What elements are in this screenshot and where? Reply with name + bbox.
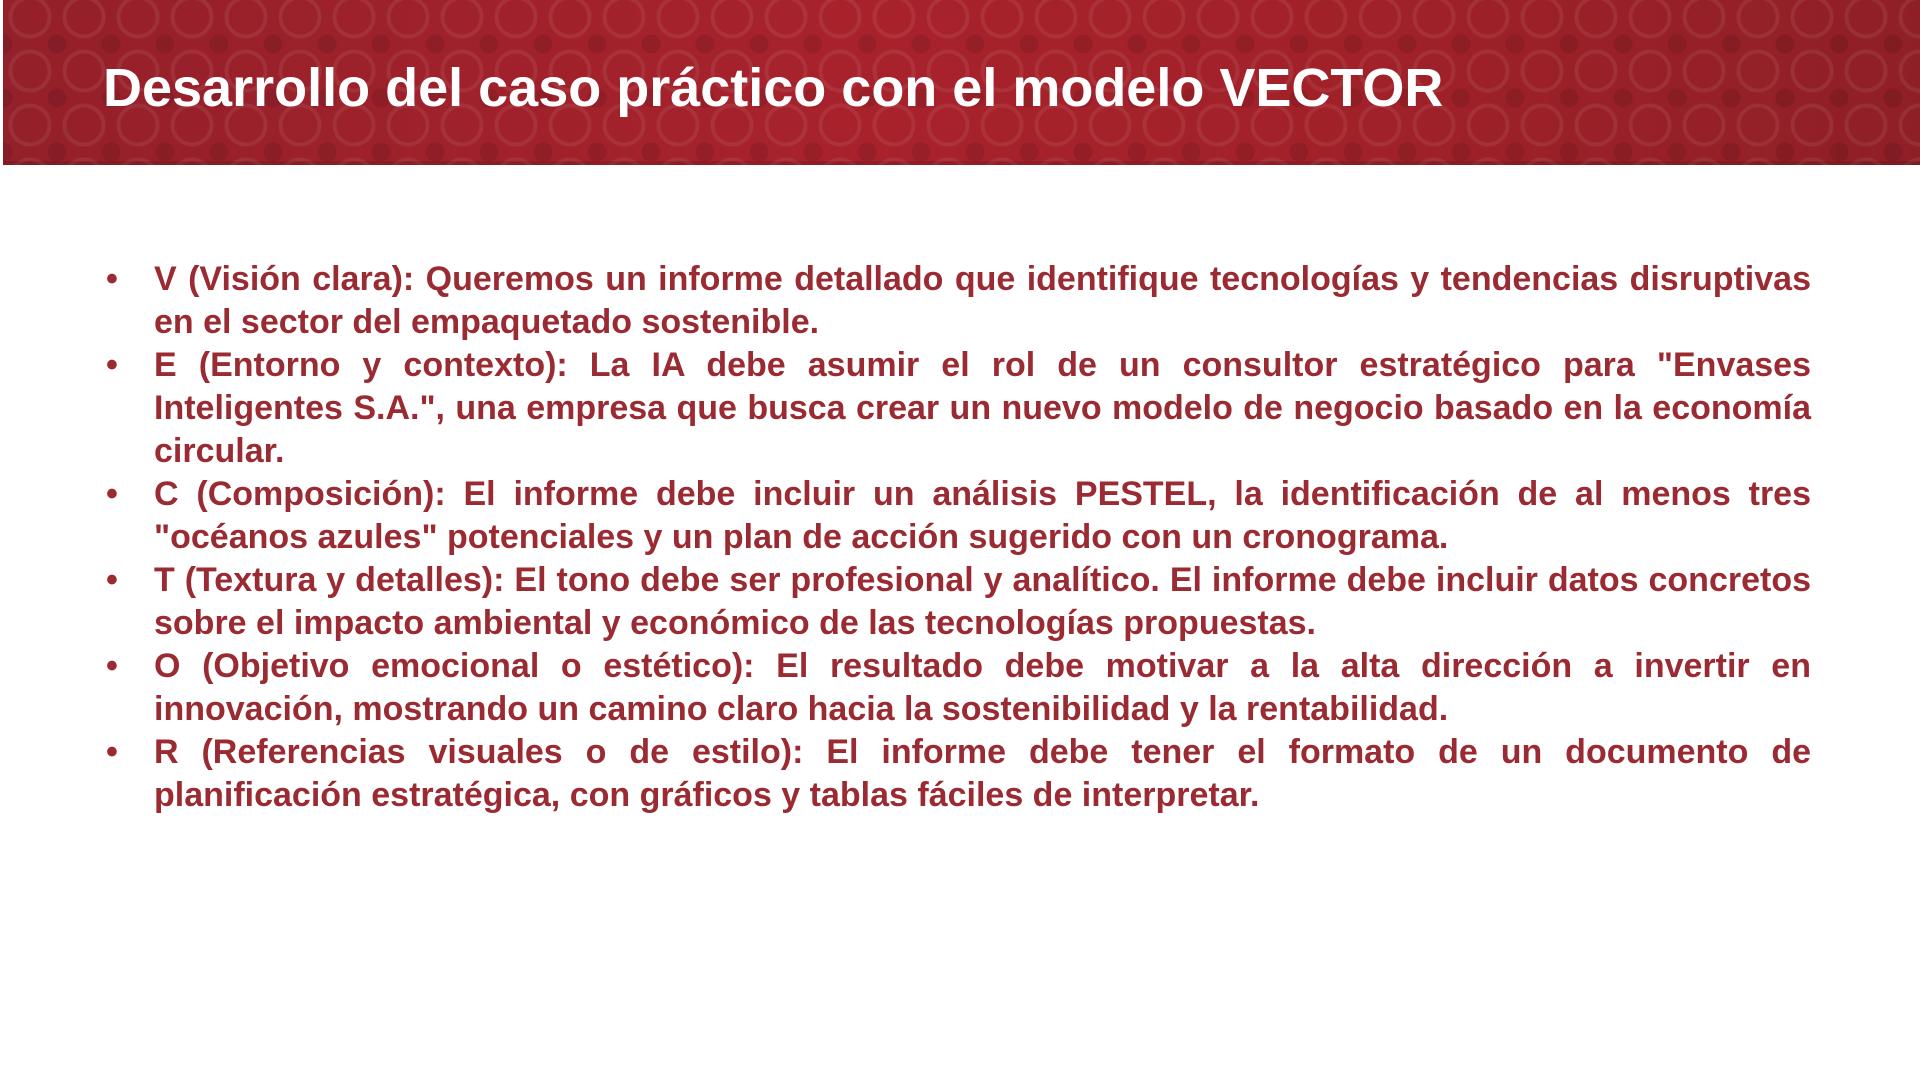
bullet-icon: • xyxy=(106,475,118,513)
bullet-list xyxy=(106,258,1811,817)
bullet-item-e xyxy=(106,344,1811,473)
slide-content xyxy=(106,258,1811,817)
bullet-icon: • xyxy=(106,260,118,298)
bullet-text: R (Referencias visuales o de estilo): El informe debe tener el formato de un documento de planificación estratégica, con gráficos y tablas fáciles de interpretar. xyxy=(154,733,1811,814)
bullet-text: V (Visión clara): Queremos un informe detallado que identifique tecnologías y tendencias disruptivas en el sector del empaquetado sostenible. xyxy=(154,260,1811,341)
bullet-icon: • xyxy=(106,561,118,599)
bullet-item-r xyxy=(106,731,1811,817)
slide-title: Desarrollo del caso práctico con el modelo VECTOR xyxy=(103,58,1444,118)
bullet-text: E (Entorno y contexto): La IA debe asumir el rol de un consultor estratégico para "Envases Inteligentes S.A.", una empresa que busca crear un nuevo modelo de negocio basado en la economía circular. xyxy=(154,346,1811,470)
bullet-text: O (Objetivo emocional o estético): El resultado debe motivar a la alta dirección a invertir en innovación, mostrando un camino claro hacia la sostenibilidad y la rentabilidad. xyxy=(154,647,1811,728)
bullet-item-c xyxy=(106,473,1811,559)
bullet-text: T (Textura y detalles): El tono debe ser profesional y analítico. El informe debe incluir datos concretos sobre el impacto ambiental y económico de las tecnologías propuestas. xyxy=(154,561,1811,642)
bullet-item-o xyxy=(106,645,1811,731)
bullet-item-v xyxy=(106,258,1811,344)
bullet-item-t xyxy=(106,559,1811,645)
bullet-icon: • xyxy=(106,733,118,771)
bullet-icon: • xyxy=(106,647,118,685)
bullet-icon: • xyxy=(106,346,118,384)
bullet-text: C (Composición): El informe debe incluir un análisis PESTEL, la identificación de al menos tres "océanos azules" potenciales y un plan de acción sugerido con un cronograma. xyxy=(154,475,1811,556)
